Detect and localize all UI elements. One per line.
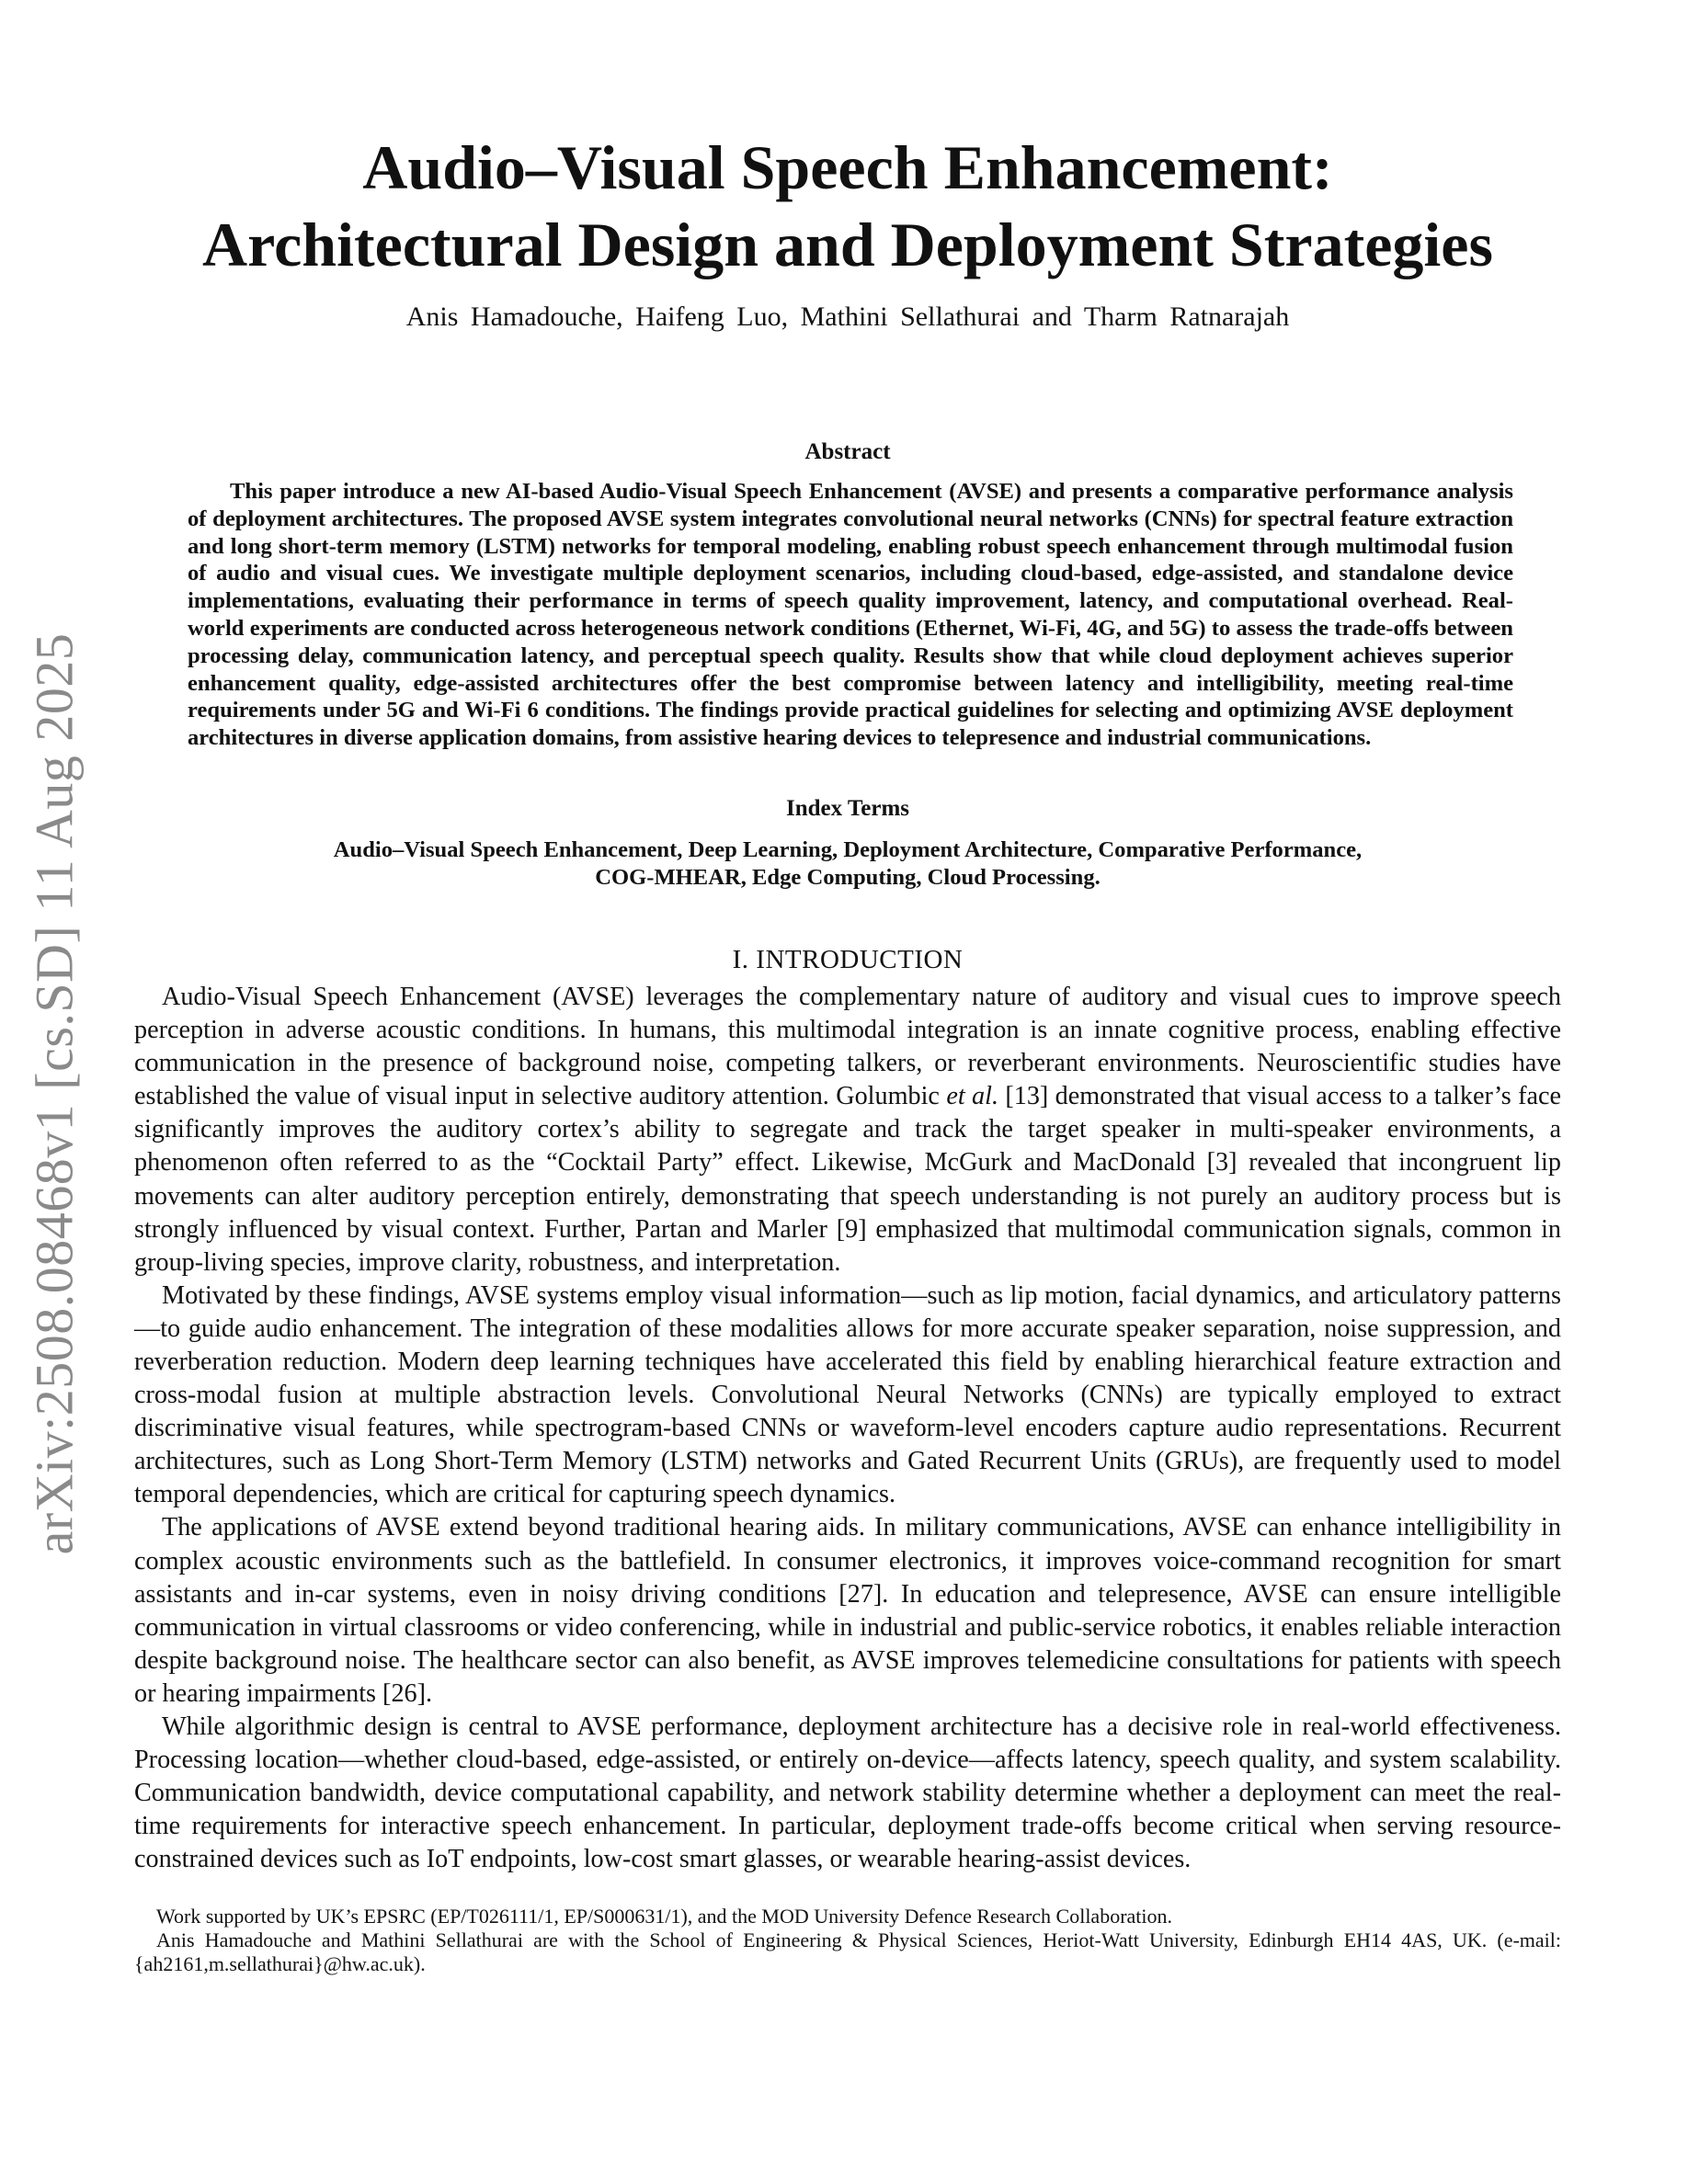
intro-paragraph-3: The applications of AVSE extend beyond traditional hearing aids. In military communications, AVSE can enhance intelligibility in complex acoustic environments such as the battlefield. In consumer electronics, it improves voice-command recognition for smart assistants and in-car systems, even in noisy driving conditions [27]. In education and telepresence, AVSE can ensure intelligible communication in virtual classrooms or video conferencing, while in industrial and public-service robotics, it enables reliable interaction despite background noise. The healthcare sector can also benefit, as AVSE improves telemedicine consultations for patients with speech or hearing impairments [26].	[134, 1513, 1561, 1708]
index-terms-line-2: COG-MHEAR, Edge Computing, Cloud Processing.	[595, 864, 1101, 890]
intro-paragraph-2: Motivated by these findings, AVSE systems employ visual information—such as lip motion, facial dynamics, and articulatory patterns—to guide audio enhancement. The integration of these modalities allows for more accurate speaker separation, noise suppression, and reverberation reduction. Modern deep learning techniques have accelerated this field by enabling hierarchical feature extraction and cross-modal fusion at multiple abstraction levels. Convolutional Neural Networks (CNNs) are typically employed to extract discriminative visual features, while spectrogram-based CNNs or waveform-level encoders capture audio representations. Recurrent architectures, such as Long Short-Term Memory (LSTM) networks and Gated Recurrent Units (GRUs), are frequently used to model temporal dependencies, which are critical for capturing speech dynamics.	[134, 1280, 1561, 1509]
abstract-text: This paper introduce a new AI-based Audio-Visual Speech Enhancement (AVSE) and presents a comparative performance analysis of deployment architectures. The proposed AVSE system integrates convolutional neural networks (CNNs) for spectral feature extraction and long short-term memory (LSTM) networks for temporal modeling, enabling robust speech enhancement through multimodal fusion of audio and visual cues. We investigate multiple deployment scenarios, including cloud-based, edge-assisted, and standalone device implementations, evaluating their performance in terms of speech quality improvement, latency, and computational overhead. Real-world experiments are conducted across heterogeneous network conditions (Ethernet, Wi-Fi, 4G, and 5G) to assess the trade-offs between processing delay, communication latency, and perceptual speech quality. Results show that while cloud deployment achieves superior enhancement quality, edge-assisted architectures offer the best compromise between latency and intelligibility, meeting real-time requirements under 5G and Wi-Fi 6 conditions. The findings provide practical guidelines for selecting and optimizing AVSE deployment architectures in diverse application domains, from assistive hearing devices to telepresence and industrial communications.	[188, 479, 1513, 751]
paper-title	[134, 129, 1561, 283]
index-terms-line-1: Audio–Visual Speech Enhancement, Deep Learning, Deployment Architecture, Comparative Performance,	[333, 836, 1363, 862]
footnote-funding: Work supported by UK’s EPSRC (EP/T026111/1, EP/S000631/1), and the MOD University Defence Research Collaboration.	[156, 1904, 1173, 1928]
footnote-affiliation: Anis Hamadouche and Mathini Sellathurai are with the School of Engineering & Physical Sciences, Heriot-Watt University, Edinburgh EH14 4AS, UK. (e-mail: {ah2161,m.sellathurai}@hw.ac.uk).	[134, 1928, 1561, 1975]
intro-p1-part-a: Audio-Visual Speech Enhancement (AVSE) leverages the complementary nature of auditory and visual cues to improve speech perception in adverse acoustic conditions. In humans, this multimodal integration is an innate cognitive process, enabling effective communication in the presence of background noise, competing talkers, or reverberant environments. Neuroscientific studies have established the value of visual input in selective auditory attention. Golumbic	[134, 982, 1561, 1111]
arxiv-identifier: arXiv:2508.08468v1 [cs.SD] 11 Aug 2025	[24, 632, 85, 1555]
intro-p1-etal: et al.	[946, 1082, 998, 1111]
abstract-heading: Abstract	[804, 439, 891, 464]
intro-paragraph-4: While algorithmic design is central to AVSE performance, deployment architecture has a decisive role in real-world effectiveness. Processing location—whether cloud-based, edge-assisted, or entirely on-device—affects latency, speech quality, and system scalability. Communication bandwidth, device computational capability, and network stability determine whether a deployment can meet the real-time requirements for interactive speech enhancement. In particular, deployment trade-offs become critical when serving resource-constrained devices such as IoT endpoints, low-cost smart glasses, or wearable hearing-assist devices.	[134, 1712, 1561, 1874]
title-line-1: Audio–Visual Speech Enhancement:	[362, 132, 1333, 202]
footnotes	[134, 1905, 1561, 1976]
intro-p1-part-b: [13] demonstrated that visual access to a talker’s face significantly improves the auditory cortex’s ability to segregate and track the target speaker in multi-speaker environments, a phenomenon often referred to as the “Cocktail Party” effect. Likewise, McGurk and MacDonald [3] revealed that incongruent lip movements can alter auditory perception entirely, demonstrating that speech understanding is not purely an auditory process but is strongly influenced by visual context. Further, Partan and Marler [9] emphasized that multimodal communication signals, common in group-living species, improve clarity, robustness, and interpretation.	[134, 1082, 1561, 1277]
author-list: Anis Hamadouche, Haifeng Luo, Mathini Sellathurai and Tharm Ratnarajah	[405, 301, 1290, 332]
paper-page	[134, 129, 1561, 1976]
arxiv-stamp	[13, 588, 96, 1599]
index-terms	[134, 836, 1561, 892]
introduction-body	[134, 981, 1561, 1877]
index-terms-heading: Index Terms	[785, 795, 910, 821]
title-line-2: Architectural Design and Deployment Strategies	[202, 210, 1493, 279]
section-heading-introduction: I. INTRODUCTION	[732, 944, 964, 974]
intro-paragraph-1	[134, 981, 1561, 1280]
